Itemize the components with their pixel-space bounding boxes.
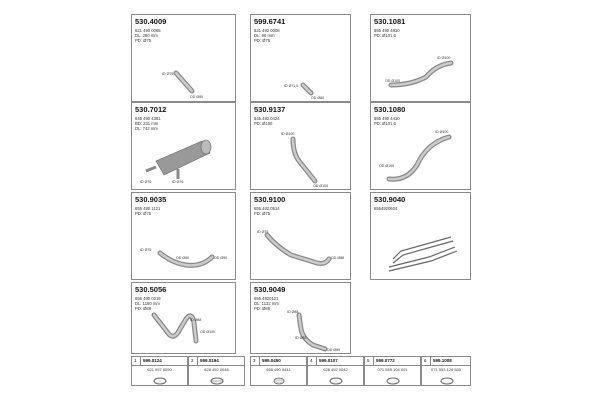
pipe-drawing — [132, 15, 237, 103]
pipe-drawing — [251, 103, 352, 191]
pipe-label: ID Ø76 — [172, 180, 184, 184]
pipe-label: ID Ø100 — [435, 130, 449, 134]
part-spec: PD: Ø100 — [254, 121, 273, 126]
part-card-599-6741[interactable] — [250, 14, 351, 102]
part-card-530-9049[interactable] — [250, 282, 351, 354]
pipe-label: OD Ø100 — [313, 184, 329, 188]
pipe-label: OD Ø80 — [190, 95, 204, 99]
pipe-drawing — [132, 283, 237, 355]
part-code: 530.5056 — [135, 285, 167, 294]
part-spec: DL: 1160 mm — [135, 301, 160, 306]
part-spec: PD: Ø88 — [135, 306, 152, 311]
pipe-label: OD Ø100 — [200, 330, 216, 334]
part-ref: 655 490 4410 — [374, 116, 400, 121]
pipe-label: ID Ø88 — [190, 318, 202, 322]
pipe-drawing — [251, 283, 352, 355]
part-spec: PD: Ø101,6 — [374, 33, 396, 38]
pipe-label: OD Ø80 — [311, 96, 325, 100]
pipe-label: OD Ø100 — [379, 164, 395, 168]
part-card-530-9035[interactable] — [131, 192, 236, 280]
part-code: 530.1080 — [374, 105, 406, 114]
part-code: 530.4009 — [135, 17, 167, 26]
part-spec: PD: Ø101,6 — [374, 121, 396, 126]
part-spec: PD: Ø75 — [135, 38, 152, 43]
part-ref: 656 490 0219 — [135, 296, 161, 301]
part-code: 530.9137 — [254, 105, 286, 114]
pipe-label: ID Ø75 — [257, 230, 269, 234]
part-card-530-1080[interactable] — [370, 102, 471, 190]
pipe-drawing — [251, 193, 352, 281]
pipe-label: ID Ø100 — [281, 132, 295, 136]
part-spec: BD: 231 mm — [135, 121, 159, 126]
clamp-icon — [422, 357, 472, 387]
pipe-label: ID Ø88 — [287, 310, 299, 314]
accessory-ref: 071 555 104 001 — [377, 367, 408, 372]
part-ref: 655 490 4810 — [374, 28, 400, 33]
part-ref: 621 492 0008 — [254, 28, 280, 33]
part-card-530-9137[interactable] — [250, 102, 351, 190]
clamp-icon — [132, 357, 189, 387]
part-code: 530.9100 — [254, 195, 286, 204]
part-code: 530.9040 — [374, 195, 406, 204]
part-card-530-5056[interactable] — [131, 282, 236, 354]
clamp-icon — [365, 357, 422, 387]
accessory-ref: 628 492 0048 — [204, 367, 229, 372]
accessory-number: 1 — [134, 358, 137, 363]
part-card-530-9040[interactable] — [370, 192, 471, 280]
accessory-ref: 071 553 120 500 — [430, 367, 462, 372]
pipe-drawing — [132, 193, 237, 281]
part-ref: 645.492.0424 — [254, 116, 280, 121]
pipe-drawing — [251, 15, 352, 103]
part-code: 530.9049 — [254, 285, 286, 294]
accessory-number: 5 — [367, 358, 370, 363]
part-spec: DL: 1132 mm — [254, 301, 279, 306]
part-code: 530.1081 — [374, 17, 406, 26]
accessory-number: 4 — [310, 358, 313, 363]
accessory-ref: 655 490 0441 — [266, 367, 291, 372]
accessory-cell[interactable] — [250, 356, 307, 386]
part-card-530-7012[interactable] — [131, 102, 236, 190]
accessory-code: 599.0107 — [319, 358, 338, 363]
part-code: 530.9035 — [135, 195, 167, 204]
accessory-cell[interactable] — [364, 356, 421, 386]
part-ref: 6554920604 — [374, 206, 398, 211]
accessory-cell[interactable] — [131, 356, 188, 386]
pipe-label: OD Ø89 — [327, 348, 341, 352]
accessory-number: 6 — [424, 358, 427, 363]
accessory-code: 599.0450 — [262, 358, 281, 363]
part-spec: PD: Ø75 — [254, 211, 271, 216]
accessory-code: 599.0124 — [143, 358, 162, 363]
part-card-530-4009[interactable] — [131, 14, 236, 102]
pipe-label: OD Ø88 — [331, 256, 345, 260]
pipe-label: ID Ø76 — [140, 180, 152, 184]
accessory-cell[interactable] — [421, 356, 471, 386]
part-spec: PD: Ø75 — [254, 38, 271, 43]
clamp-icon — [308, 357, 365, 387]
accessory-code: 599.1008 — [433, 358, 452, 363]
pipe-label: ID Ø75 — [162, 72, 174, 76]
pipe-label: ID Ø75 — [140, 248, 152, 252]
accessory-ref: 621 997 0090 — [147, 367, 172, 372]
accessory-ref: 628 492 0042 — [323, 367, 348, 372]
hairpin-pipe-drawing — [371, 193, 472, 281]
pipe-label: OD Ø90 — [214, 256, 228, 260]
part-spec: PD: Ø75 — [135, 211, 152, 216]
part-code: 530.7012 — [135, 105, 167, 114]
part-ref: 655 490 1121 — [135, 206, 161, 211]
pipe-label: OD Ø100 — [385, 79, 401, 83]
accessory-code: 599.0772 — [376, 358, 395, 363]
accessory-number: 3 — [253, 358, 256, 363]
part-spec: DL: 742 mm — [135, 126, 158, 131]
pipe-drawing — [371, 15, 472, 103]
accessory-code: 599.0194 — [200, 358, 219, 363]
accessory-cell[interactable] — [307, 356, 364, 386]
accessory-cell[interactable] — [188, 356, 245, 386]
part-ref: 655.492.0514 — [254, 206, 280, 211]
pipe-drawing — [371, 103, 472, 191]
part-card-530-1081[interactable] — [370, 14, 471, 102]
part-ref: 655.4920121 — [254, 296, 279, 301]
part-ref: 621 490 0065 — [135, 28, 161, 33]
part-spec: DL: 280 mm — [135, 33, 158, 38]
pipe-label: OD Ø90 — [176, 256, 190, 260]
pipe-label: ID Ø88 — [295, 336, 307, 340]
accessory-number: 2 — [191, 358, 194, 363]
part-card-530-9100[interactable] — [250, 192, 351, 280]
pipe-label: ID Ø71,5 — [284, 84, 299, 88]
pipe-label: ID Ø100 — [437, 56, 451, 60]
part-ref: 646 490 4381 — [135, 116, 161, 121]
muffler-drawing — [132, 103, 237, 191]
part-spec: DL: 96 mm — [254, 33, 275, 38]
gasket-icon — [251, 357, 308, 387]
part-code: 599.6741 — [254, 17, 286, 26]
clamp-icon — [189, 357, 246, 387]
part-spec: PD: Ø88 — [254, 306, 271, 311]
